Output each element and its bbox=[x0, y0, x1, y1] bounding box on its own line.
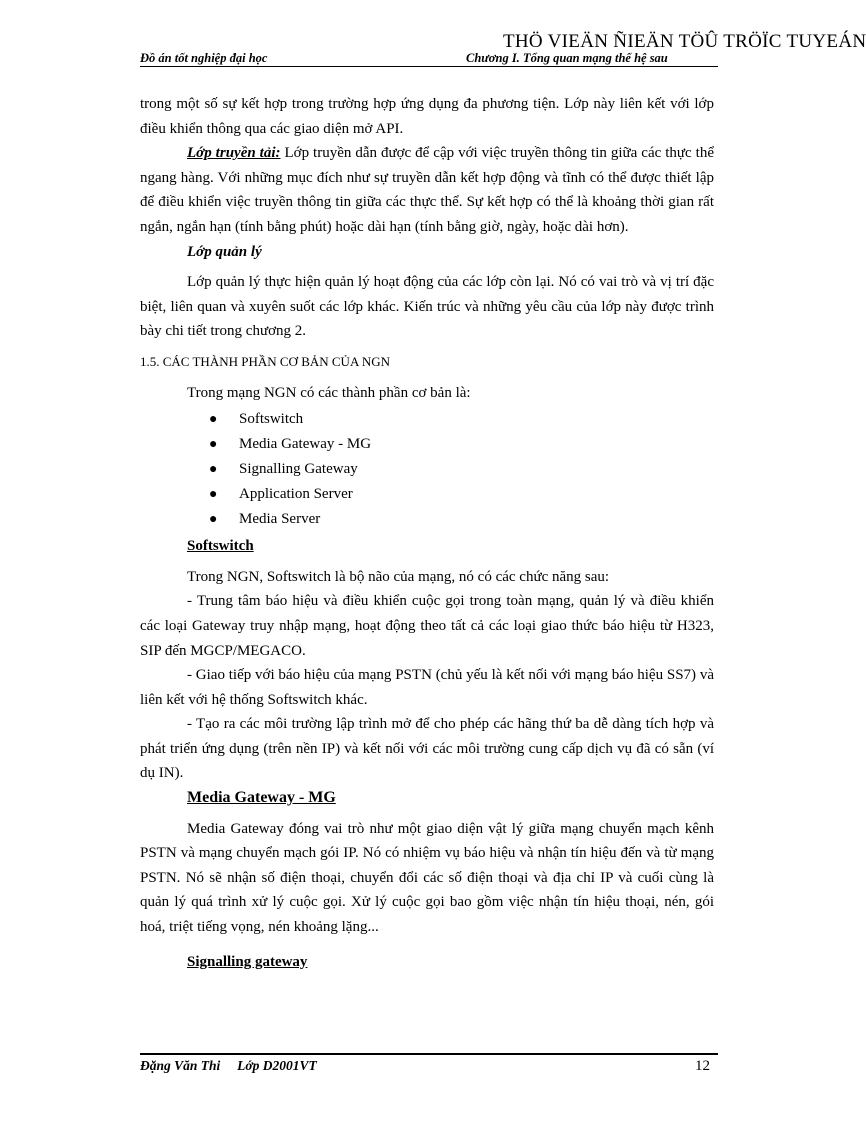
paragraph-continuation: trong một số sự kết hợp trong trường hợp ứng dụng đa phương tiện. Lớp này liên kết với lớp điều khiển thông qua các giao diện mở API. bbox=[140, 96, 714, 137]
header-chapter-title: Chương I. Tổng quan mạng thế hệ sau bbox=[466, 51, 668, 65]
list-item: ● Signalling Gateway bbox=[209, 457, 714, 482]
softswitch-intro: Trong NGN, Softswitch là bộ não của mạng, nó có các chức năng sau: bbox=[187, 568, 610, 585]
bullet-icon: ● bbox=[209, 462, 218, 478]
bullet-icon: ● bbox=[209, 412, 218, 428]
page-body bbox=[140, 92, 714, 974]
softswitch-heading: Softswitch bbox=[187, 538, 254, 555]
media-gateway-paragraph: Media Gateway đóng vai trò như một giao diện vật lý giữa mạng chuyển mạch kênh PSTN và mạng chuyển mạch gói IP. Nó có nhiệm vụ báo hiệu và nhận tín hiệu đến và từ mạng PSTN. Nó sẽ nhận số điện thoại, chuyển đổi các số điện thoại và địa chỉ IP và cuối cùng là quản lý quá trình xử lý cuộc gọi. Xử lý cuộc gọi bao gồm việc nhận tín hiệu thoại, nén, gói hoá, triệt tiếng vọng, nén khoảng lặng... bbox=[140, 820, 714, 936]
transport-layer-text: Lớp truyền dẫn được để cập với việc truyền thông tin giữa các thực thể ngang hàng. Với những mục đích như sự truyền dẫn kết hợp động và tĩnh có thể được thiết lập để điều khiển việc truyền thông tin giữa các thực thể. Sự kết hợp có thể là khoảng thời gian rất ngắn, ngắn hạn (tính bằng phút) hoặc dài hạn (tính bằng giờ, ngày, hoặc dài hơn). bbox=[140, 145, 714, 235]
softswitch-function-2: - Giao tiếp với báo hiệu của mạng PSTN (chủ yếu là kết nối với mạng báo hiệu SS7) và liên kết với hệ thống Softswitch khác. bbox=[140, 667, 714, 708]
list-item: ● Softswitch bbox=[209, 407, 714, 432]
media-gateway-heading: Media Gateway - MG bbox=[187, 789, 336, 807]
bullet-icon: ● bbox=[209, 512, 218, 528]
bullet-icon: ● bbox=[209, 487, 218, 503]
footer-divider bbox=[140, 1053, 718, 1055]
components-list bbox=[140, 407, 714, 532]
header-divider bbox=[140, 66, 718, 67]
paragraph-transport-layer bbox=[140, 141, 714, 239]
softswitch-function-3: - Tạo ra các môi trường lập trình mở để cho phép các hãng thứ ba dễ dàng tích hợp và phát triển ứng dụng (trên nền IP) và kết nối với các môi trường cung cấp dịch vụ đã có sẵn (ví dụ IN). bbox=[140, 716, 714, 782]
watermark-text: THÖ VIEÄN ÑIEÄN TÖÛ TRÖÏC TUYEÁN bbox=[503, 31, 866, 52]
list-item: ● Application Server bbox=[209, 482, 714, 507]
paragraph-management-layer: Lớp quản lý thực hiện quản lý hoạt động của các lớp còn lại. Nó có vai trò và vị trí đặc biệt, liên quan và xuyên suốt các lớp khác. Kiến trúc và những yêu cầu của lớp này được trình bày chi tiết trong chương 2. bbox=[140, 274, 714, 340]
list-item: ● Media Gateway - MG bbox=[209, 432, 714, 457]
header-document-title: Đồ án tốt nghiệp đại học bbox=[140, 51, 268, 65]
section-heading: 1.5. CÁC THÀNH PHẦN CƠ BẢN CỦA NGN bbox=[140, 353, 391, 369]
list-item: ● Media Server bbox=[209, 507, 714, 532]
softswitch-function-1: - Trung tâm báo hiệu và điều khiển cuộc gọi trong toàn mạng, quản lý và điều khiển các loại Gateway truy nhập mạng, hoạt động theo tất cả các loại giao thức báo hiệu từ H323, SIP đến MGCP/MEGACO. bbox=[140, 593, 714, 659]
components-intro: Trong mạng NGN có các thành phần cơ bản là: bbox=[187, 384, 471, 401]
footer-author: Đặng Văn Thi Lớp D2001VT bbox=[140, 1058, 317, 1073]
bullet-icon: ● bbox=[209, 437, 218, 453]
signalling-gateway-heading: Signalling gateway bbox=[187, 953, 308, 970]
management-layer-heading: Lớp quản lý bbox=[187, 243, 262, 260]
page-number: 12 bbox=[695, 1058, 710, 1074]
transport-layer-label: Lớp truyền tải: bbox=[187, 145, 281, 162]
